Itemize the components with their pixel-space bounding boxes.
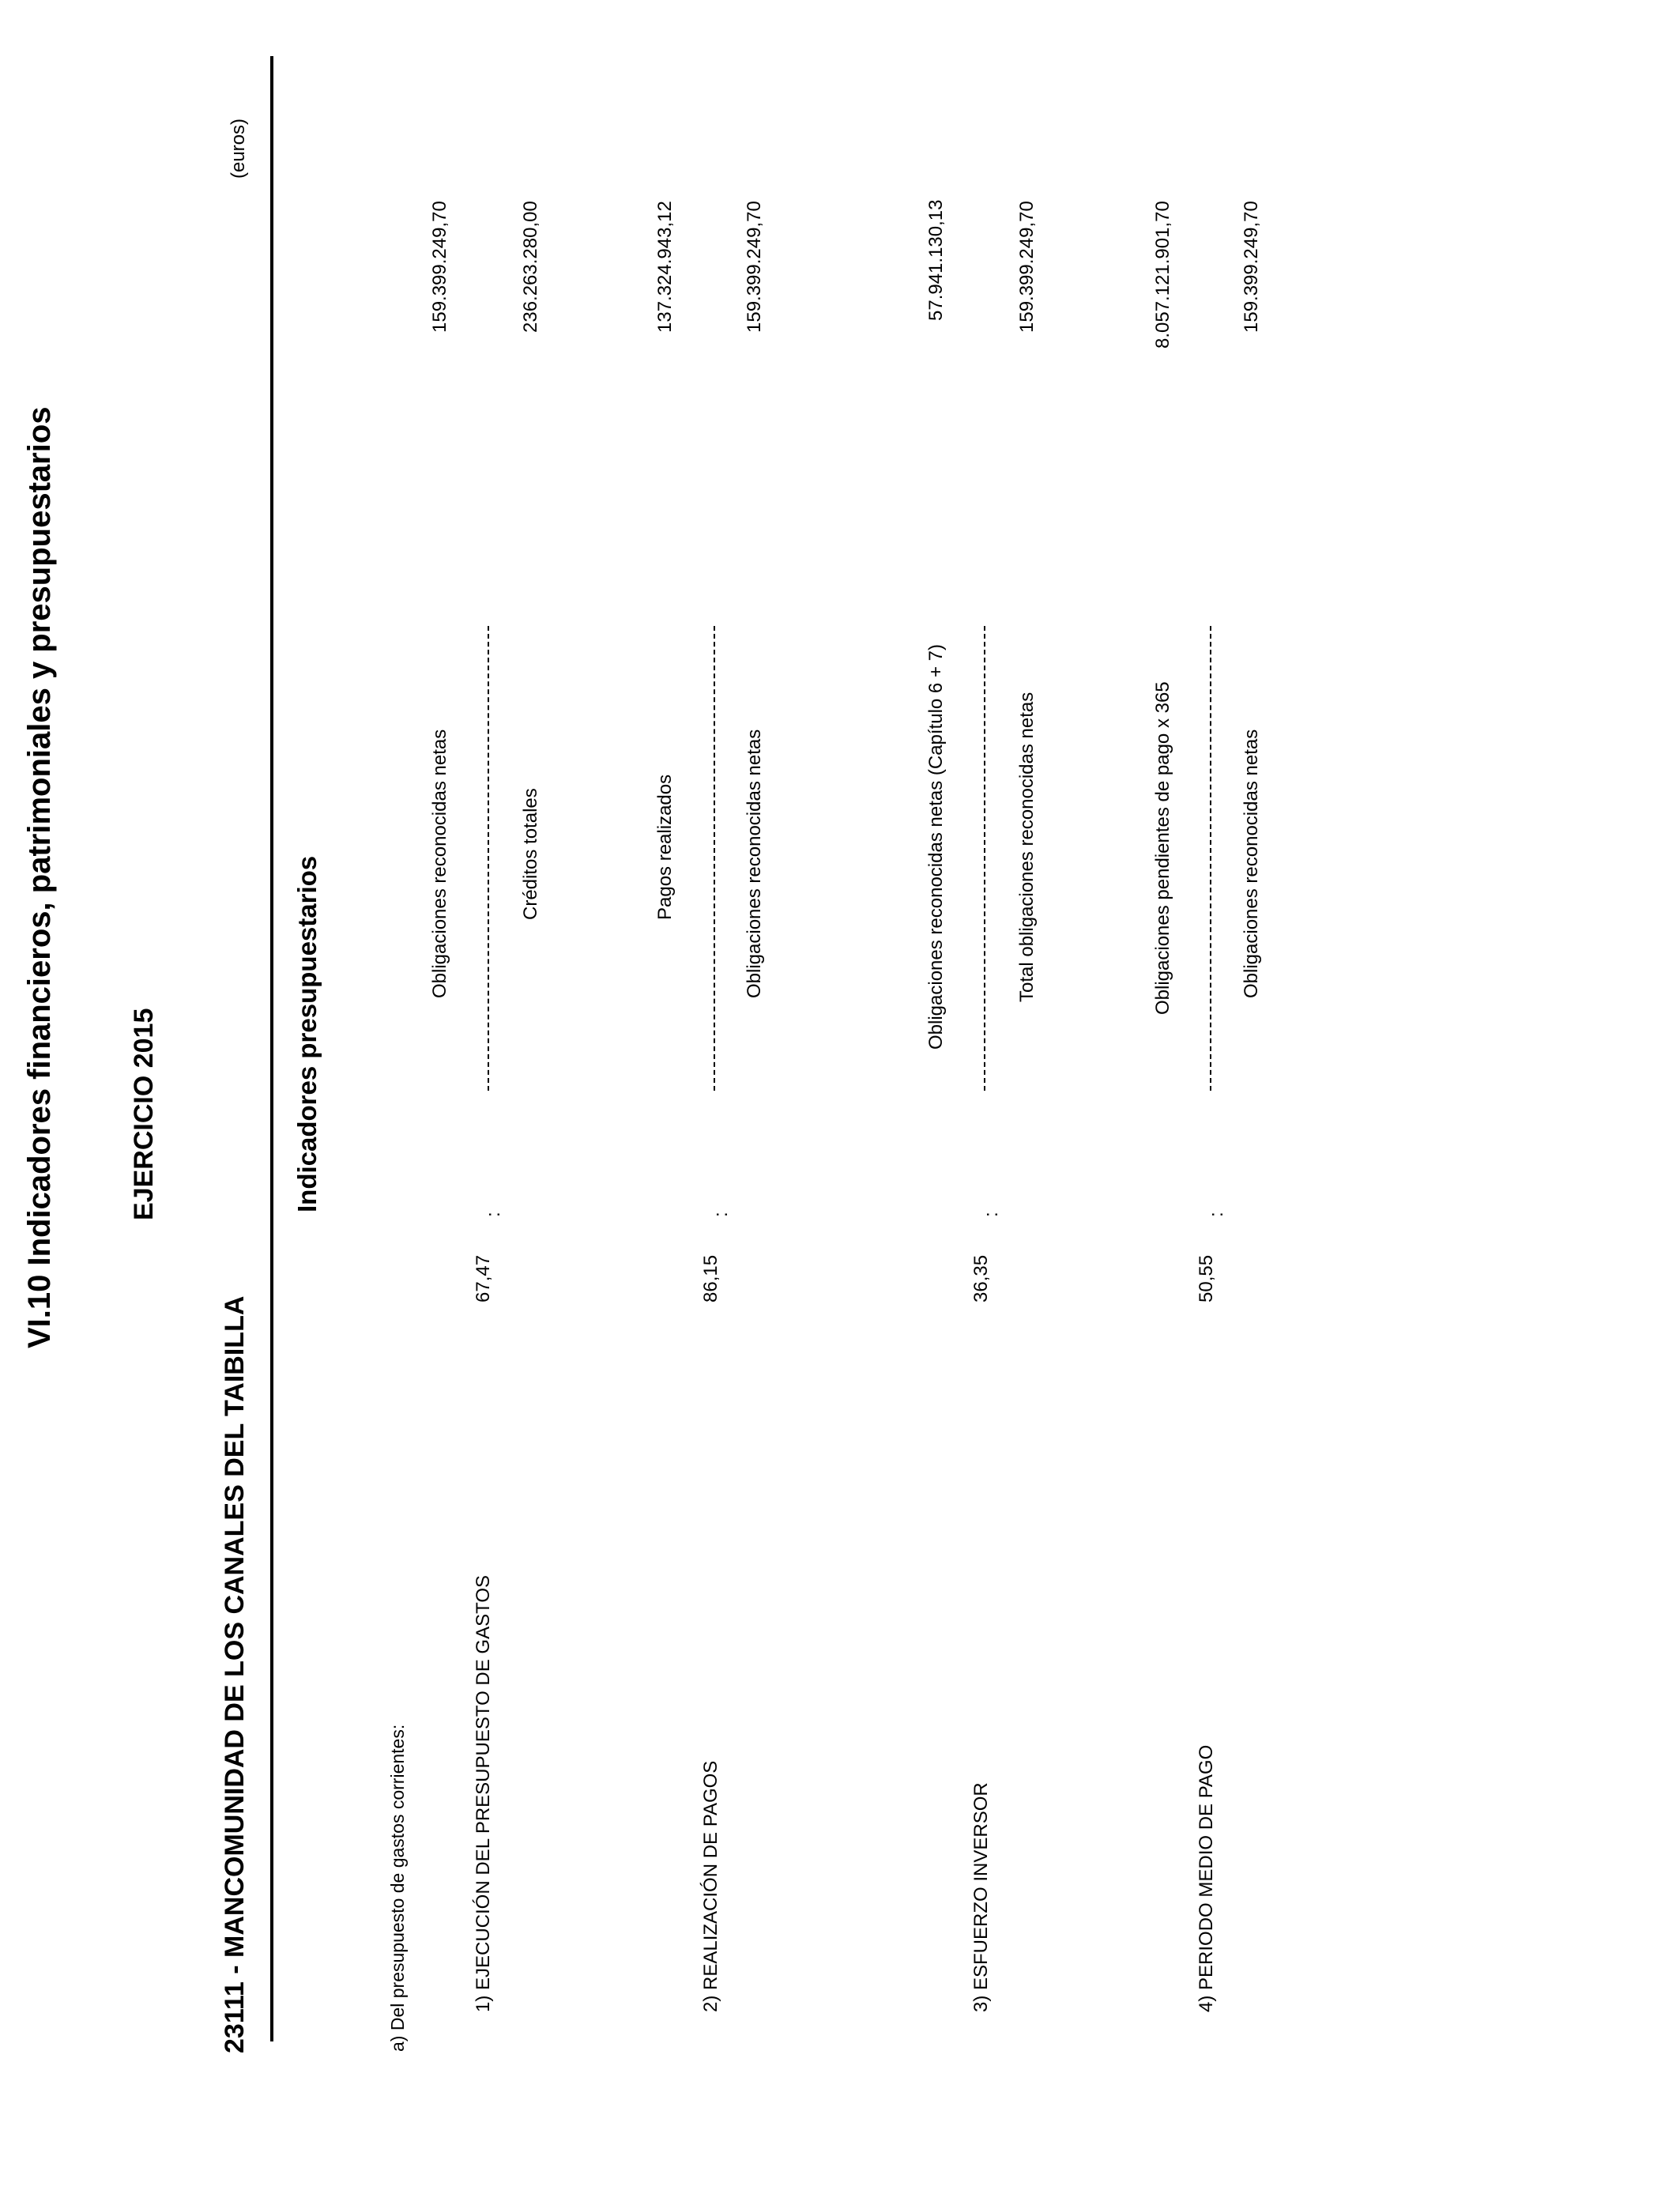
numerator-text: Obligaciones reconocidas netas (Capítulo 6 + 7) xyxy=(925,644,947,1050)
indicator-colon: : xyxy=(483,1212,504,1217)
fraction-line xyxy=(1210,626,1211,1091)
header-rule xyxy=(270,56,273,2041)
numerator-text: Obligaciones pendientes de pago x 365 xyxy=(1152,681,1173,1015)
denominator-text: Créditos totales xyxy=(520,788,541,920)
numerator-text: Pagos realizados xyxy=(654,774,676,920)
indicator-label: 2) REALIZACIÓN DE PAGOS xyxy=(700,1760,721,2012)
fraction-line xyxy=(714,626,715,1091)
denominator-amount: 159.399.249,70 xyxy=(1016,201,1038,333)
numerator-amount: 137.324.943,12 xyxy=(654,201,676,333)
numerator-amount: 8.057.121.901,70 xyxy=(1152,201,1173,349)
indicator-colon: : xyxy=(1206,1212,1227,1217)
subsection-label: a) Del presupuesto de gastos corrientes: xyxy=(387,1724,408,2052)
indicator-value: 50,55 xyxy=(1196,1254,1217,1302)
indicator-colon: : xyxy=(710,1212,732,1217)
exercise-year: EJERCICIO 2015 xyxy=(129,1008,159,1220)
numerator-text: Obligaciones reconocidas netas xyxy=(429,729,450,998)
document-title: VI.10 Indicadores financieros, patrimoniales y presupuestarios xyxy=(22,406,57,1348)
denominator-amount: 159.399.249,70 xyxy=(1241,201,1262,333)
indicator-value: 67,47 xyxy=(473,1254,494,1302)
denominator-text: Obligaciones reconocidas netas xyxy=(744,729,765,998)
fraction-line xyxy=(984,626,985,1091)
denominator-amount: 159.399.249,70 xyxy=(744,201,765,333)
currency-unit: (euros) xyxy=(228,118,249,179)
fraction-line xyxy=(488,626,489,1091)
section-heading: Indicadores presupuestarios xyxy=(292,855,322,1212)
numerator-amount: 159.399.249,70 xyxy=(429,201,450,333)
denominator-text: Total obligaciones reconocidas netas xyxy=(1016,692,1038,1002)
indicator-value: 86,15 xyxy=(700,1254,721,1302)
indicator-colon: : xyxy=(981,1212,1002,1217)
numerator-amount: 57.941.130,13 xyxy=(925,199,947,321)
denominator-text: Obligaciones reconocidas netas xyxy=(1241,729,1262,998)
indicator-label: 3) ESFUERZO INVERSOR xyxy=(970,1782,992,2012)
denominator-amount: 236.263.280,00 xyxy=(520,201,541,333)
indicator-label: 4) PERIODO MEDIO DE PAGO xyxy=(1196,1744,1217,2012)
indicator-value: 36,35 xyxy=(970,1254,992,1302)
entity-name: 23111 - MANCOMUNIDAD DE LOS CANALES DEL TAIBILLA xyxy=(220,1295,250,2053)
indicator-label: 1) EJECUCIÓN DEL PRESUPUESTO DE GASTOS xyxy=(473,1574,494,2012)
